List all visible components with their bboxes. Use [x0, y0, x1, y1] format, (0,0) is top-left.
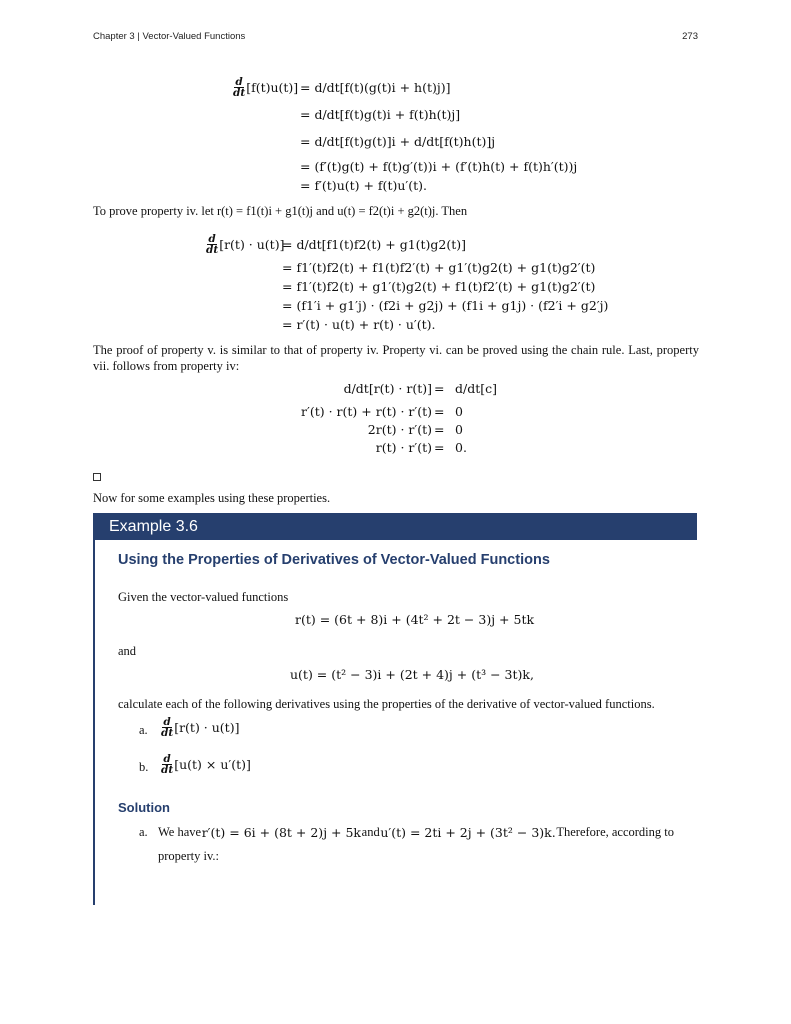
derivative-operator: $\frac{d}{dt}$ [161, 716, 174, 739]
example-calc-text: calculate each of the following derivatives using the properties of the derivative of vector-valued functions. [118, 697, 655, 711]
qed-box-icon [93, 473, 101, 481]
solution-a-expr1: r′(t) = 6i + (8t + 2)j + 5k [201, 825, 362, 840]
proof-vii-eq: = [434, 422, 445, 437]
running-header: Chapter 3 | Vector-Valued Functions [93, 31, 246, 42]
derivative-operator: $\frac{d}{dt}$ [161, 753, 174, 776]
example-title: Using the Properties of Derivatives of Vector-Valued Functions [118, 552, 550, 568]
u-definition: u(t) = (t² − 3)i + (2t + 4)j + (t³ − 3t)k, [290, 667, 534, 682]
proof-vii-rhs: d/dt[c] [455, 381, 497, 396]
item-expression: $\frac{d}{dt}$ [u(t) × u′(t)] [161, 753, 251, 776]
proof-iii-row: = (f′(t)g(t) + f(t)g′(t))i + (f′(t)h(t) + f(t)h′(t))j [300, 159, 578, 174]
proof-vii-eq: = [434, 440, 445, 455]
example-given-text: Given the vector-valued functions [118, 590, 289, 604]
example-left-border [93, 540, 95, 905]
r-definition: r(t) = (6t + 8)i + (4t² + 2t − 3)j + 5tk [295, 612, 535, 627]
text-proof-v: The proof of property v. is similar to that of property iv. Property vi. can be proved using the chain rule. Last, property vii. follows from property iv: [93, 343, 699, 373]
example-header-bar: Example 3.6 [93, 513, 697, 540]
proof-iv-lhs: $\frac{d}{dt}$ [r(t) · u(t)] [206, 233, 285, 256]
proof-vii-lhs: r(t) · r′(t) [375, 440, 432, 455]
proof-vii-lhs: d/dt[r(t) · r(t)] [343, 381, 432, 396]
proof-vii-rhs: 0 [455, 422, 463, 437]
proof-iv-row: = (f1′i + g1′j) · (f2i + g2j) + (f1i + g1j) · (f2′i + g2′j) [282, 298, 609, 313]
proof-vii-eq: = [434, 404, 445, 419]
proof-iii-row: = d/dt[f(t)g(t)i + f(t)h(t)j] [300, 107, 461, 122]
derivative-operator: $\frac{d}{dt}$ [206, 233, 219, 256]
item-marker: a. [139, 723, 148, 737]
proof-iv-row: = f1′(t)f2(t) + f1(t)f2′(t) + g1′(t)g2(t) + g1(t)g2′(t) [282, 260, 596, 275]
proof-iii-row: = d/dt[f(t)g(t)]i + d/dt[f(t)h(t)]j [300, 134, 496, 149]
proof-vii-rhs: 0. [455, 440, 467, 455]
proof-iii-row: = d/dt[f(t)(g(t)i + h(t)j)] [300, 80, 451, 95]
proof-iii-row: = f′(t)u(t) + f(t)u′(t). [300, 178, 427, 193]
item-marker: b. [139, 760, 149, 774]
text-examples-intro: Now for some examples using these properties. [93, 491, 331, 505]
solution-a-line [158, 825, 674, 840]
solution-heading: Solution [118, 800, 170, 815]
derivative-operator: $\frac{d}{dt}$ [233, 76, 246, 99]
proof-vii-lhs: 2r(t) · r′(t) [367, 422, 432, 437]
solution-a-and: and [361, 825, 380, 839]
solution-a-marker: a. [139, 825, 148, 839]
solution-a-text3: property iv.: [158, 849, 219, 863]
proof-iv-row: = r′(t) · u(t) + r(t) · u′(t). [282, 317, 436, 332]
proof-iii-lhs: $\frac{d}{dt}$ [f(t)u(t)] [233, 76, 299, 99]
item-expression: $\frac{d}{dt}$ [r(t) · u(t)] [161, 716, 240, 739]
example-and-text: and [118, 644, 137, 658]
solution-a-expr2: u′(t) = 2ti + 2j + (3t² − 3)k. [380, 825, 556, 840]
text-prove-iv: To prove property iv. let r(t) = f1(t)i + g1(t)j and u(t) = f2(t)i + g2(t)j. Then [93, 204, 468, 218]
solution-a-text2: Therefore, according to [556, 825, 674, 839]
solution-a-text1: We have [158, 825, 202, 839]
proof-vii-eq: = [434, 381, 445, 396]
proof-iv-row: = f1′(t)f2(t) + g1′(t)g2(t) + f1(t)f2′(t) + g1(t)g2′(t) [282, 279, 596, 294]
page-number: 273 [682, 31, 698, 42]
proof-iv-row: = d/dt[f1(t)f2(t) + g1(t)g2(t)] [282, 237, 467, 252]
proof-vii-rhs: 0 [455, 404, 463, 419]
proof-vii-lhs: r′(t) · r(t) + r(t) · r′(t) [301, 404, 432, 419]
